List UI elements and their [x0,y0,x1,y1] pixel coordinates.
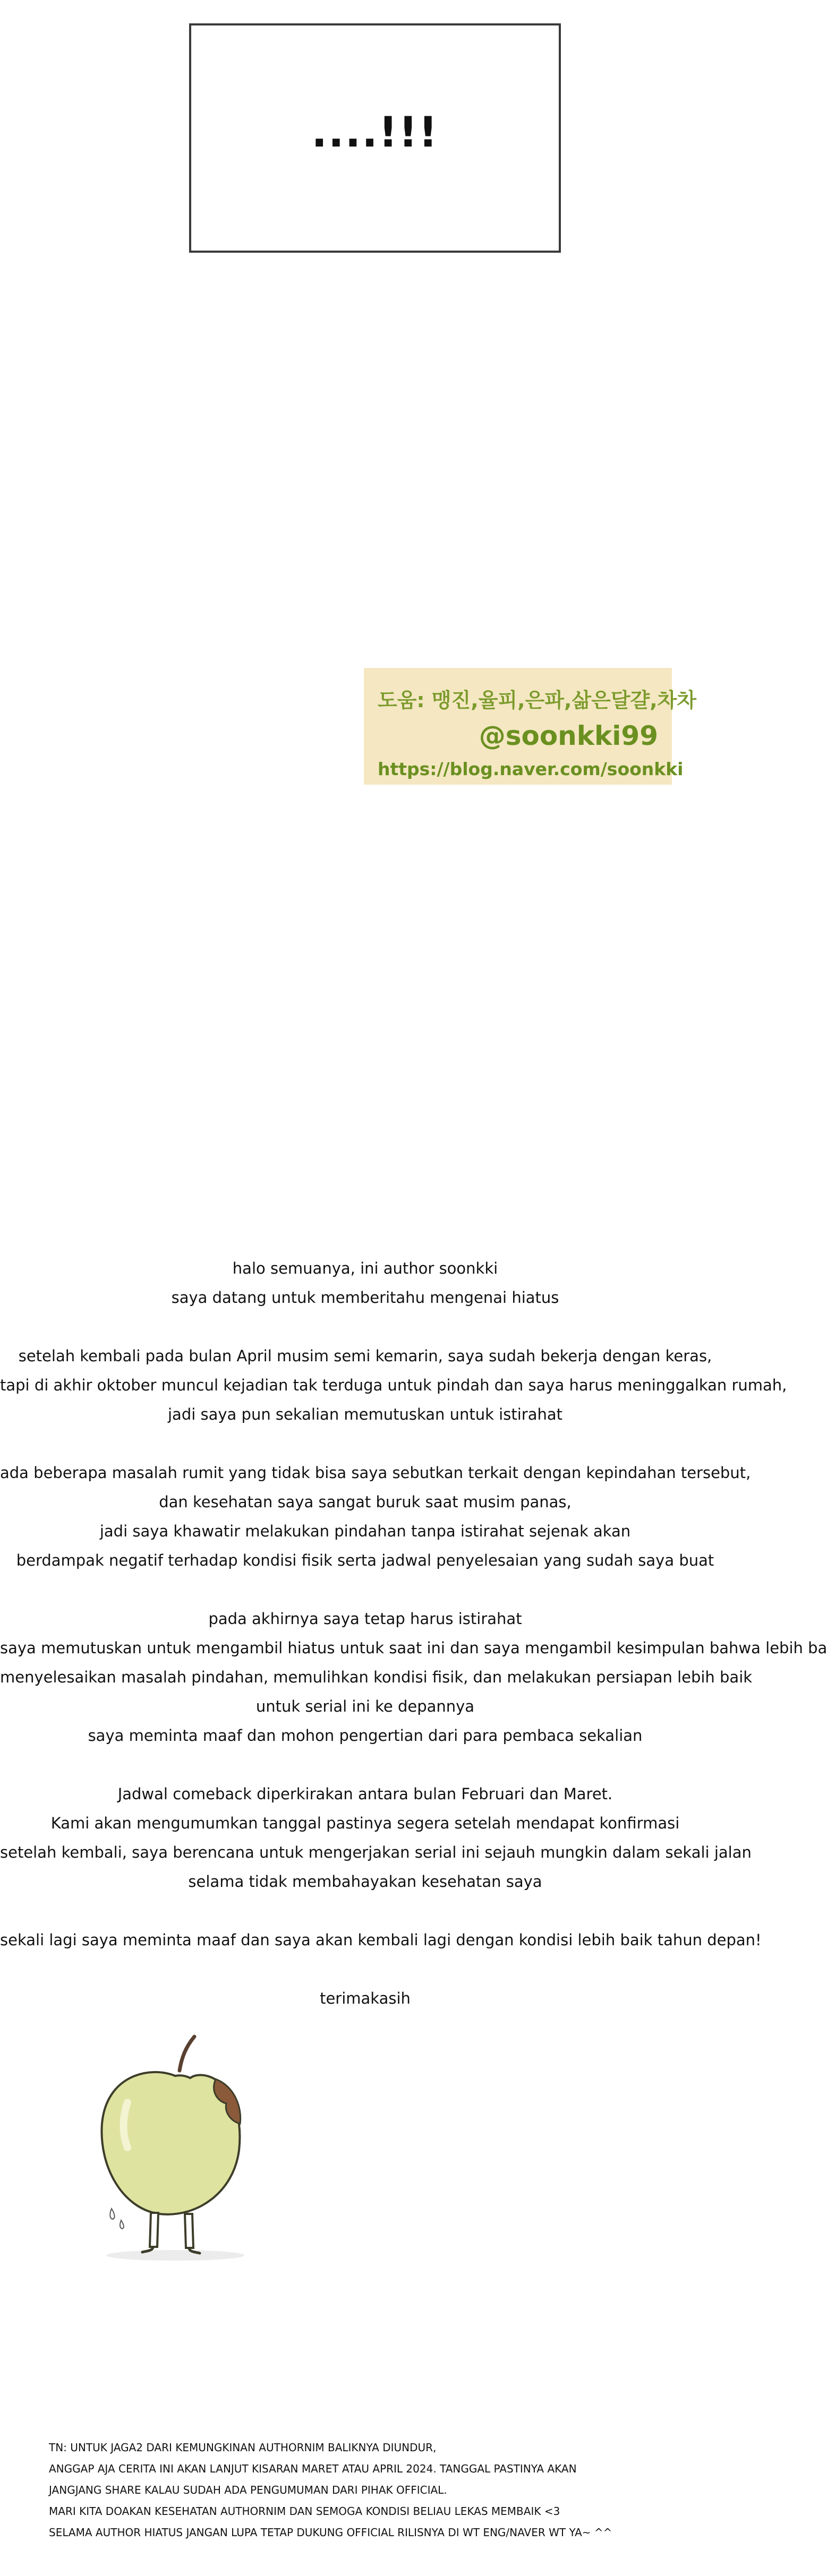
panel-exclamation: ....!!! [311,109,439,157]
tn-line: TN: UNTUK JAGA2 DARI KEMUNGKINAN AUTHORNIM BALIKNYA DIUNDUR, [49,2441,437,2454]
credit-blog-url: https://blog.naver.com/soonkki [378,759,684,779]
notice-line: pada akhirnya saya tetap harus istirahat [208,1610,522,1628]
apple-mascot-illustration [90,2033,260,2267]
notice-line: saya memutuskan untuk mengambil hiatus untuk saat ini dan saya mengambil kesimpulan bahwa lebih ba [0,1639,827,1657]
apple-stem [180,2037,194,2071]
notice-line: saya meminta maaf dan mohon pengertian dari para pembaca sekalian [88,1727,643,1745]
tn-line: MARI KITA DOAKAN KESEHATAN AUTHORNIM DAN SEMOGA KONDISI BELIAU LEKAS MEMBAIK <3 [49,2505,560,2518]
apple-sweat-drop [120,2220,124,2229]
notice-line: tapi di akhir oktober muncul kejadian tak terduga untuk pindah dan saya harus meninggalkan rumah, [0,1376,787,1394]
translator-note [49,2437,723,2543]
notice-line: selama tidak membahayakan kesehatan saya [188,1873,542,1891]
notice-line: Kami akan mengumumkan tanggal pastinya segera setelah mendapat konfirmasi [50,1814,680,1832]
credit-handle: @soonkki99 [479,720,658,751]
notice-line: setelah kembali, saya berencana untuk mengerjakan serial ini sejauh mungkin dalam sekali jalan [0,1843,752,1861]
credit-helpers: 도움: 맹진,율피,은파,삶은달걀,차차 [378,689,697,712]
notice-line: menyelesaikan masalah pindahan, memulihkan kondisi fisik, dan melakukan persiapan lebih baik [0,1668,753,1686]
notice-line: halo semuanya, ini author soonkki [232,1259,498,1277]
comic-panel [189,23,561,253]
apple-sweat-drop [110,2209,114,2219]
notice-line: untuk serial ini ke depannya [255,1697,475,1715]
hiatus-notice [0,1254,827,2013]
apple-leg-fill-left [150,2213,158,2247]
notice-line: setelah kembali pada bulan April musim semi kemarin, saya sudah bekerja dengan keras, [18,1347,712,1365]
notice-line: Jadwal comeback diperkirakan antara bulan Februari dan Maret. [117,1785,613,1803]
apple-leg-fill-right [185,2214,193,2248]
tn-line: JANGJANG SHARE KALAU SUDAH ADA PENGUMUMAN DARI PIHAK OFFICIAL. [49,2484,447,2496]
notice-line: sekali lagi saya meminta maaf dan saya akan kembali lagi dengan kondisi lebih baik tahun depan! [0,1931,762,1949]
notice-line: jadi saya pun sekalian memutuskan untuk istirahat [168,1405,562,1423]
apple-shadow [106,2250,244,2261]
notice-line: saya datang untuk memberitahu mengenai hiatus [171,1289,559,1307]
notice-line: dan kesehatan saya sangat buruk saat musim panas, [159,1493,572,1511]
apple-highlight [124,2102,128,2148]
notice-signoff: terimakasih [320,1989,411,2007]
credit-box [364,668,697,785]
notice-line: jadi saya khawatir melakukan pindahan tanpa istirahat sejenak akan [99,1522,631,1540]
notice-line: berdampak negatif terhadap kondisi fisik serta jadwal penyelesaian yang sudah saya buat [16,1551,714,1569]
tn-line: ANGGAP AJA CERITA INI AKAN LANJUT KISARAN MARET ATAU APRIL 2024. TANGGAL PASTINYA AKAN [49,2462,577,2475]
tn-line: SELAMA AUTHOR HIATUS JANGAN LUPA TETAP DUKUNG OFFICIAL RILISNYA DI WT ENG/NAVER WT YA~ ^^ [49,2526,612,2539]
notice-line: ada beberapa masalah rumit yang tidak bisa saya sebutkan terkait dengan kepindahan tersebut, [0,1464,751,1482]
